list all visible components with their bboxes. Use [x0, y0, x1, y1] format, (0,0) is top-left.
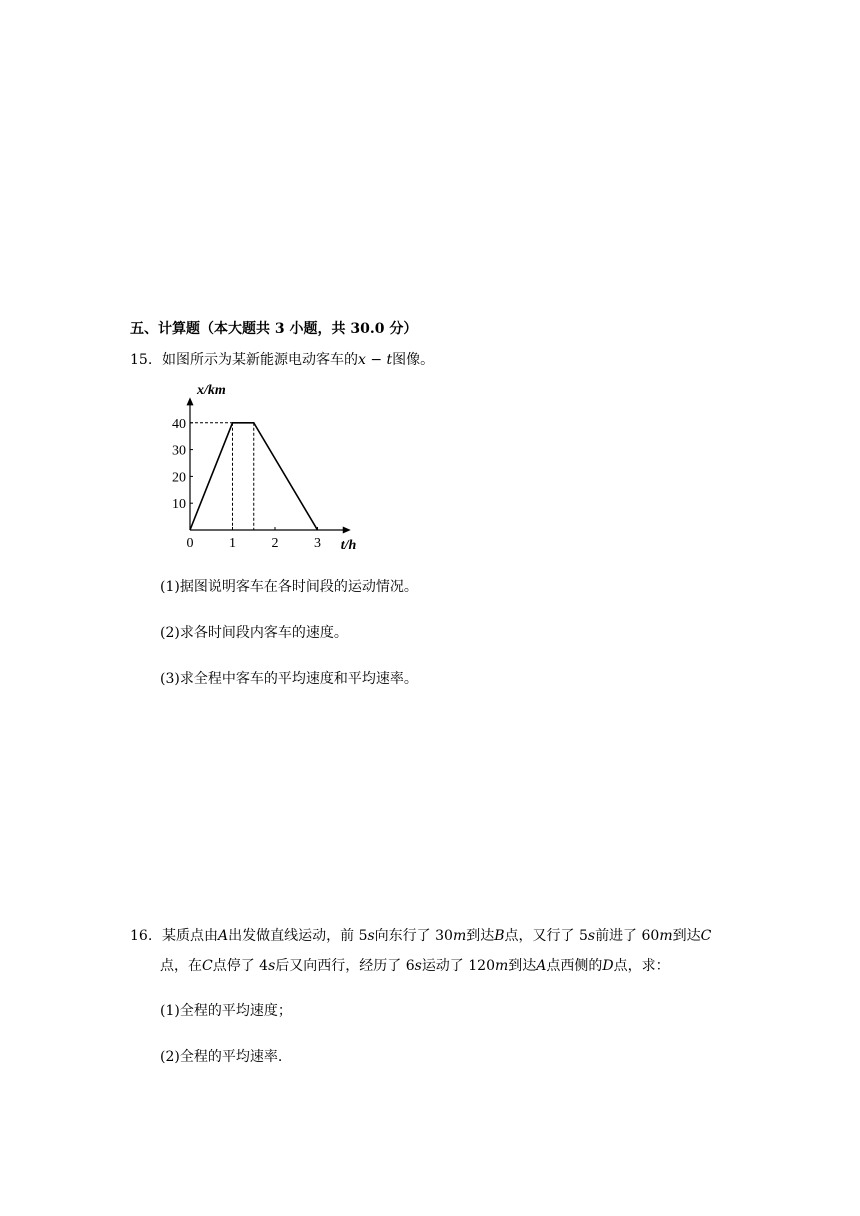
question-15-stem: [162, 350, 434, 370]
y-tick-label: 20: [172, 470, 186, 486]
question-15-number: 15.: [130, 352, 153, 368]
q16-text: 前进了 60: [595, 928, 660, 944]
section-heading: 五、计算题（本大题共 3 小题，共 30.0 分）: [130, 321, 418, 337]
question-15-sub-3: (3)求全程中客车的平均速度和平均速率。: [160, 671, 418, 687]
question-16-line-2: [160, 956, 670, 976]
question-16-sub-1: (1)全程的平均速度；: [160, 1003, 292, 1019]
unit-m: m: [659, 928, 673, 944]
unit-s: s: [587, 928, 596, 944]
q16-text: 后又向西行，经历了 6: [275, 958, 415, 974]
point-c: C: [700, 928, 712, 944]
stem-math-xt: x − t: [358, 352, 393, 368]
question-16-number: 16.: [130, 928, 153, 944]
unit-s: s: [268, 958, 276, 974]
x-axis-label: t/h: [340, 538, 357, 553]
question-15-sub-2: (2)求各时间段内客车的速度。: [160, 625, 348, 641]
unit-s: s: [414, 958, 422, 974]
stem-text-post: 图像。: [392, 352, 435, 368]
q16-text: 到达: [466, 928, 495, 944]
x-axis-arrow: [343, 527, 351, 534]
unit-m: m: [494, 958, 509, 974]
q16-text: 出发做直线运动，前 5: [228, 928, 368, 944]
q16-text: 向东行了 30: [374, 928, 453, 944]
point-a: A: [218, 928, 229, 944]
q16-text: 点停了 4: [212, 958, 269, 974]
q16-text: 点西侧的: [546, 958, 603, 974]
q16-text: 点，求：: [613, 958, 670, 974]
question-16-line-1: [162, 926, 711, 946]
q16-text: 到达: [672, 928, 701, 944]
point-a: A: [536, 958, 547, 974]
question-15-sub-1: (1)据图说明客车在各时间段的运动情况。: [160, 579, 418, 595]
y-tick-label: 10: [172, 497, 186, 513]
q16-text: 到达: [508, 958, 537, 974]
point-d: D: [602, 958, 614, 974]
x-tick-label: 0: [186, 536, 194, 551]
point-c: C: [202, 958, 213, 974]
y-axis-arrow: [187, 397, 194, 405]
y-tick-label: 40: [172, 416, 186, 432]
unit-s: s: [367, 928, 375, 944]
y-tick-label: 30: [172, 443, 186, 459]
x-t-graph: [168, 376, 368, 556]
x-tick-label: 2: [271, 536, 279, 551]
y-axis-label: x/km: [197, 383, 226, 398]
stem-text-pre: 如图所示为某新能源电动客车的: [162, 352, 358, 368]
unit-m: m: [452, 928, 467, 944]
q16-text: 某质点由: [162, 928, 218, 944]
graph-tick-labels: [172, 417, 321, 551]
question-16-sub-2: (2)全程的平均速率.: [160, 1049, 283, 1065]
x-tick-label: 3: [314, 536, 321, 551]
graph-guide-lines: [190, 423, 254, 530]
graph-axes: [187, 397, 351, 533]
x-tick-label: 1: [229, 536, 236, 551]
q16-text: 点，在: [160, 958, 202, 974]
point-b: B: [494, 928, 505, 944]
q16-text: 点，又行了 5: [504, 928, 588, 944]
q16-text: 运动了 120: [421, 958, 495, 974]
